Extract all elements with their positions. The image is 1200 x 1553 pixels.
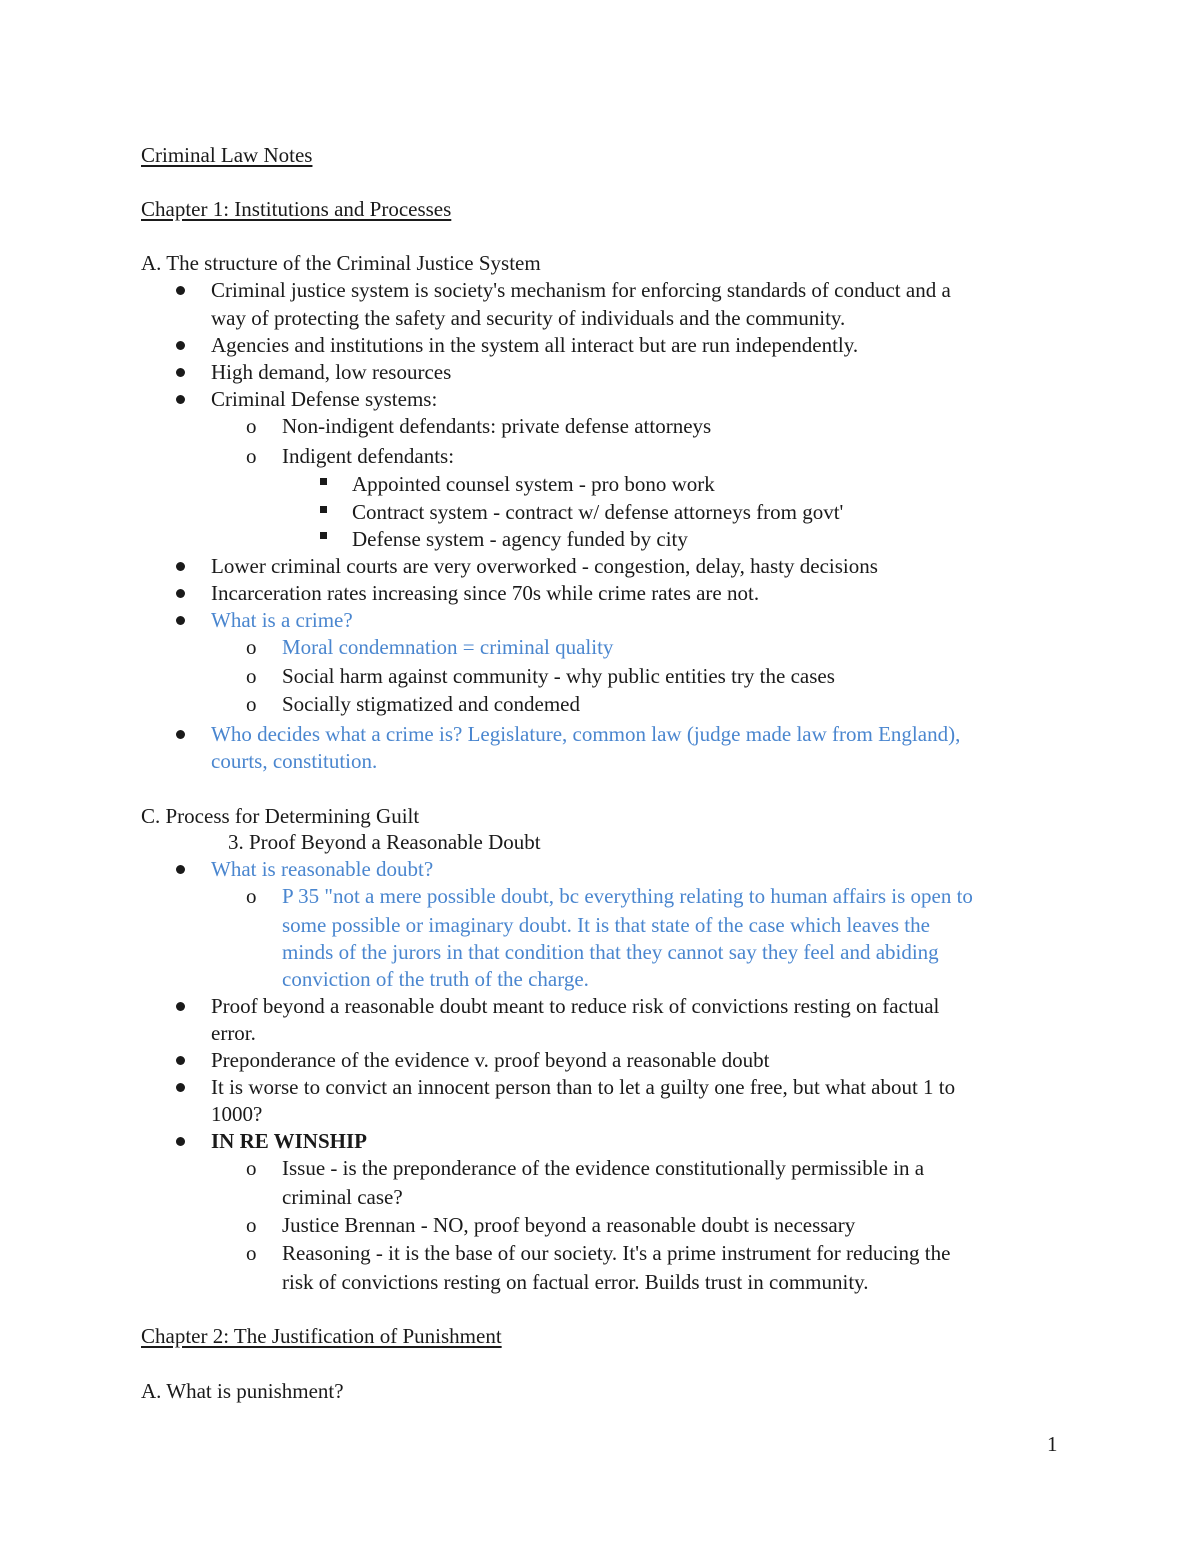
sub-sub-list-item: Appointed counsel system - pro bono work (352, 472, 715, 496)
page-number: 1 (1047, 1432, 1058, 1456)
sub-bullet-marker: o (246, 692, 257, 716)
sub-list-item: Reasoning - it is the base of our society. It's a prime instrument for reducing the (282, 1241, 951, 1265)
doc-title: Criminal Law Notes (141, 143, 313, 167)
sub-list-item: Moral condemnation = criminal quality (282, 635, 614, 659)
sub-bullet-marker: o (246, 444, 257, 468)
sub-bullet-marker: o (246, 1241, 257, 1265)
bullet-marker (176, 286, 185, 295)
list-item: Agencies and institutions in the system all interact but are run independently. (211, 333, 859, 357)
sub-bullet-marker: o (246, 884, 257, 908)
section-a-heading: A. The structure of the Criminal Justice System (141, 251, 541, 275)
square-bullet-marker (320, 478, 327, 485)
sub-bullet-marker: o (246, 664, 257, 688)
sub-list-item: Issue - is the preponderance of the evidence constitutionally permissible in a (282, 1156, 925, 1180)
square-bullet-marker (320, 532, 327, 539)
chapter-2-heading: Chapter 2: The Justification of Punishment (141, 1324, 502, 1348)
sub-list-item-continuation: criminal case? (282, 1185, 403, 1209)
subsection-heading: 3. Proof Beyond a Reasonable Doubt (228, 830, 541, 854)
list-item: Who decides what a crime is? Legislature, common law (judge made law from England), (211, 722, 961, 746)
sub-sub-list-item: Contract system - contract w/ defense attorneys from govt' (352, 500, 844, 524)
sub-list-item-continuation: conviction of the truth of the charge. (282, 967, 589, 991)
sub-list-item: Indigent defendants: (282, 444, 455, 468)
case-name: IN RE WINSHIP (211, 1129, 367, 1153)
sub-list-item: Socially stigmatized and condemed (282, 692, 580, 716)
bullet-marker (176, 562, 185, 571)
bullet-marker (176, 589, 185, 598)
bullet-marker (176, 1083, 185, 1092)
list-item: What is reasonable doubt? (211, 857, 434, 881)
sub-sub-list-item: Defense system - agency funded by city (352, 527, 688, 551)
list-item-continuation: courts, constitution. (211, 749, 378, 773)
bullet-marker (176, 1137, 185, 1146)
bullet-marker (176, 368, 185, 377)
sub-bullet-marker: o (246, 1156, 257, 1180)
bullet-marker (176, 1002, 185, 1011)
section-c-heading: C. Process for Determining Guilt (141, 804, 420, 828)
sub-list-item-continuation: risk of convictions resting on factual error. Builds trust in community. (282, 1270, 869, 1294)
sub-list-item-continuation: some possible or imaginary doubt. It is that state of the case which leaves the (282, 913, 930, 937)
bullet-marker (176, 730, 185, 739)
list-item: Proof beyond a reasonable doubt meant to reduce risk of convictions resting on factual (211, 994, 940, 1018)
sub-list-item: Justice Brennan - NO, proof beyond a reasonable doubt is necessary (282, 1213, 856, 1237)
sub-bullet-marker: o (246, 635, 257, 659)
list-item-continuation: error. (211, 1021, 256, 1045)
bullet-marker (176, 616, 185, 625)
list-item: What is a crime? (211, 608, 353, 632)
sub-bullet-marker: o (246, 1213, 257, 1237)
list-item: Lower criminal courts are very overworked - congestion, delay, hasty decisions (211, 554, 878, 578)
sub-list-item: P 35 "not a mere possible doubt, bc everything relating to human affairs is open to (282, 884, 973, 908)
chapter-2-section-a-heading: A. What is punishment? (141, 1379, 344, 1403)
list-item-continuation: way of protecting the safety and security of individuals and the community. (211, 306, 846, 330)
bullet-marker (176, 1056, 185, 1065)
chapter-1-heading: Chapter 1: Institutions and Processes (141, 197, 452, 221)
list-item: Incarceration rates increasing since 70s while crime rates are not. (211, 581, 760, 605)
square-bullet-marker (320, 506, 327, 513)
list-item: Criminal Defense systems: (211, 387, 438, 411)
sub-list-item: Social harm against community - why public entities try the cases (282, 664, 835, 688)
sub-bullet-marker: o (246, 414, 257, 438)
list-item: High demand, low resources (211, 360, 452, 384)
list-item: Preponderance of the evidence v. proof beyond a reasonable doubt (211, 1048, 770, 1072)
list-item: It is worse to convict an innocent person than to let a guilty one free, but what about 1 to (211, 1075, 956, 1099)
list-item: Criminal justice system is society's mechanism for enforcing standards of conduct and a (211, 278, 951, 302)
sub-list-item: Non-indigent defendants: private defense attorneys (282, 414, 712, 438)
sub-list-item-continuation: minds of the jurors in that condition that they cannot say they feel and abiding (282, 940, 939, 964)
bullet-marker (176, 395, 185, 404)
bullet-marker (176, 865, 185, 874)
bullet-marker (176, 341, 185, 350)
list-item-continuation: 1000? (211, 1102, 263, 1126)
